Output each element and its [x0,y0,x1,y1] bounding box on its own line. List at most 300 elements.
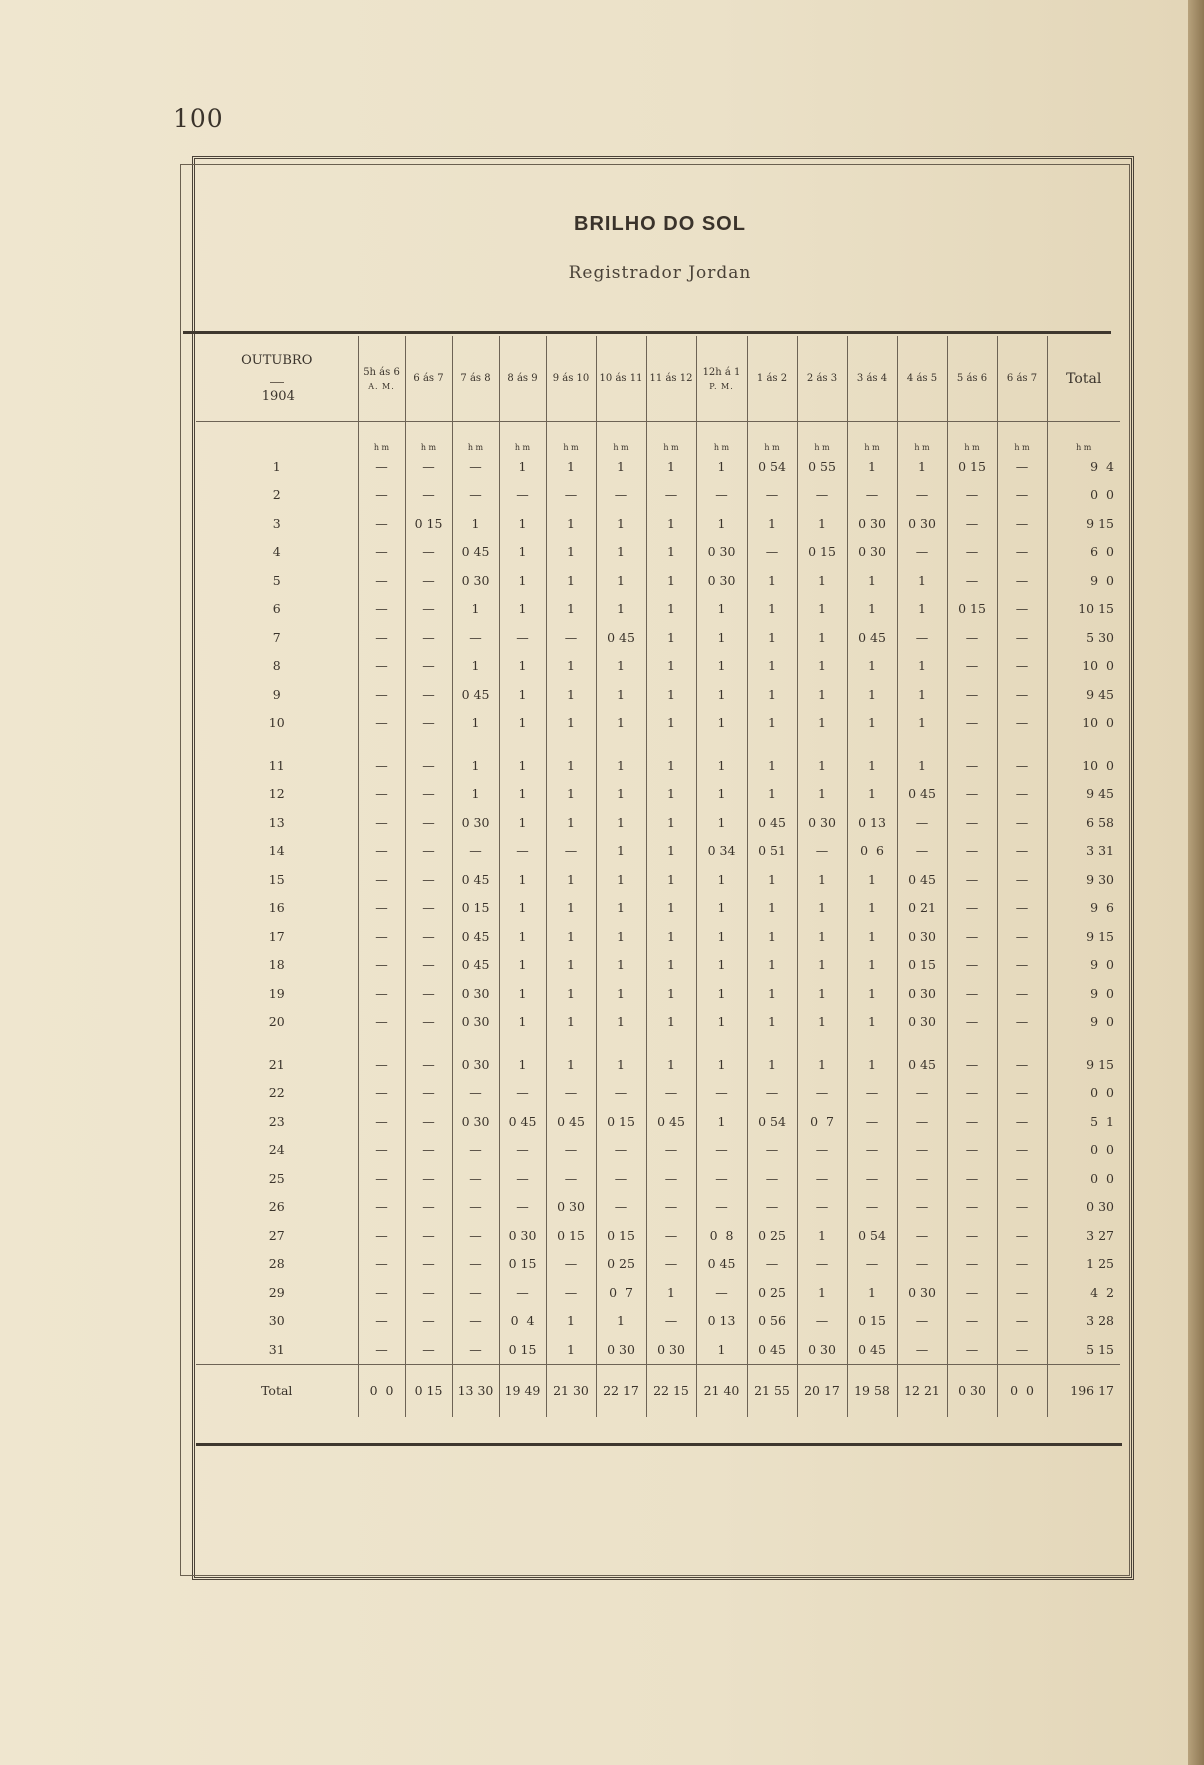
hour-value-cell: — [405,1050,452,1079]
hour-value-cell: — [499,837,546,866]
page-title: BRILHO DO SOL [574,213,746,235]
hour-value-cell: — [696,1079,747,1108]
hour-value-cell: — [358,1079,405,1108]
hour-value-cell: 1 [696,452,747,481]
hour-value-cell: 1 [499,751,546,780]
day-cell: 12 [268,786,285,802]
day-total-cell: 9 15 [1047,922,1120,951]
hour-value-cell: 1 [696,1107,747,1136]
hour-value-cell: — [499,623,546,652]
hour-value-cell: 0 45 [696,1250,747,1279]
day-total-cell: 5 1 [1047,1107,1120,1136]
hour-value-cell: — [452,1278,499,1307]
hour-value-cell: 1 [546,566,596,595]
hour-value-cell: 0 8 [696,1221,747,1250]
hour-value-cell: — [358,652,405,681]
hour-value-cell: — [358,808,405,837]
hour-value-cell: 1 [546,680,596,709]
hour-value-cell: 0 54 [847,1221,897,1250]
hour-value-cell: 0 45 [847,1335,897,1364]
hour-value-cell: 1 [747,780,797,809]
day-cell: 13 [268,814,285,830]
hour-value-cell: 0 30 [452,1008,499,1051]
hour-value-cell: — [596,1136,646,1165]
day-total-cell: 0 0 [1047,1079,1120,1108]
month-label: OUTUBRO [241,353,313,368]
hour-value-cell: — [947,1008,997,1051]
hour-value-cell: 1 [596,538,646,567]
hour-value-cell: — [847,1136,897,1165]
hour-value-cell: — [358,865,405,894]
hour-value-cell: 1 [797,566,847,595]
hour-value-cell: 1 [797,1008,847,1051]
hour-value-cell: 1 [797,1278,847,1307]
hour-value-cell: 1 [847,1008,897,1051]
hour-value-cell: 0 30 [546,1193,596,1222]
hour-value-cell: 1 [546,538,596,567]
hour-value-cell: 1 [546,1335,596,1364]
grand-total-cell: 196 17 [1047,1364,1120,1417]
hour-value-cell: — [997,680,1047,709]
hour-value-cell: — [997,709,1047,752]
hour-value-cell: — [358,922,405,951]
hour-value-cell: — [847,1250,897,1279]
hour-value-cell: 1 [546,1008,596,1051]
hour-value-cell: 0 45 [546,1107,596,1136]
hour-value-cell: — [358,1164,405,1193]
hour-column-label: 4 ás 5 [906,373,938,384]
hour-value-cell: — [405,623,452,652]
hour-value-cell: — [452,1136,499,1165]
hour-value-cell: — [405,652,452,681]
day-cell: 19 [268,985,285,1001]
column-total-cell: 13 30 [452,1364,499,1417]
hour-value-cell: — [596,481,646,510]
hour-value-cell: — [405,894,452,923]
hour-value-cell: 1 [596,837,646,866]
units-cell: h m [1047,422,1120,453]
hour-value-cell: — [405,1079,452,1108]
hour-value-cell: 0 30 [452,1050,499,1079]
hour-value-cell: 1 [452,595,499,624]
day-total-cell: 9 6 [1047,894,1120,923]
hour-value-cell: — [897,1193,947,1222]
day-cell: 2 [272,487,281,503]
hour-value-cell: 1 [847,452,897,481]
hour-value-cell: — [997,595,1047,624]
hour-value-cell: 1 [499,538,546,567]
hour-value-cell: — [947,1335,997,1364]
hour-value-cell: — [947,922,997,951]
hour-value-cell: — [797,481,847,510]
hour-value-cell: 1 [696,865,747,894]
column-total-cell: 0 0 [997,1364,1047,1417]
hour-value-cell: 0 30 [897,509,947,538]
hour-value-cell: 0 30 [696,566,747,595]
hour-value-cell: 0 15 [596,1221,646,1250]
table-row [196,865,1120,894]
hour-value-cell: 1 [646,751,696,780]
hour-value-cell: — [405,709,452,752]
hour-value-cell: — [452,1079,499,1108]
hour-value-cell: — [358,1221,405,1250]
hour-value-cell: — [546,1250,596,1279]
hour-value-cell: — [358,1136,405,1165]
table-row [196,1335,1120,1364]
hour-value-cell: — [358,680,405,709]
table-body [196,422,1120,1417]
hour-value-cell: 1 [747,595,797,624]
hour-value-cell: 1 [797,894,847,923]
hour-value-cell: 0 25 [747,1221,797,1250]
hour-value-cell: 1 [546,808,596,837]
day-total-cell: 9 0 [1047,951,1120,980]
hour-value-cell: 1 [546,509,596,538]
hour-value-cell: 0 45 [452,865,499,894]
hour-value-cell: 0 21 [897,894,947,923]
hour-value-cell: — [947,1136,997,1165]
hour-value-cell: — [947,538,997,567]
hour-value-cell: 1 [499,1008,546,1051]
hour-value-cell: 1 [646,709,696,752]
hour-value-cell: 1 [646,680,696,709]
hour-value-cell: — [358,894,405,923]
total-column-header: Total [1047,336,1120,422]
hour-value-cell: — [452,1250,499,1279]
hour-value-cell: — [452,1335,499,1364]
hour-value-cell: 1 [797,509,847,538]
hour-value-cell: 1 [646,566,696,595]
hour-value-cell: — [405,1193,452,1222]
table-row [196,709,1120,752]
hour-value-cell: 1 [797,680,847,709]
hour-value-cell: — [997,808,1047,837]
hour-value-cell: — [997,452,1047,481]
units-cell: h m [499,422,546,453]
hour-value-cell: 1 [747,922,797,951]
hour-value-cell: 1 [452,509,499,538]
hour-value-cell: — [847,1164,897,1193]
hour-value-cell: — [696,481,747,510]
hour-value-cell: 1 [596,1050,646,1079]
units-cell: h m [646,422,696,453]
hour-value-cell: — [997,566,1047,595]
hour-value-cell: 1 [847,922,897,951]
hour-value-cell: — [997,623,1047,652]
hour-value-cell: 0 15 [947,595,997,624]
hour-value-cell: — [997,1193,1047,1222]
hour-value-cell: — [405,452,452,481]
hour-value-cell: 1 [546,1050,596,1079]
units-cell: h m [358,422,405,453]
hour-value-cell: 1 [596,865,646,894]
hour-value-cell: — [997,1335,1047,1364]
hour-value-cell: 0 30 [696,538,747,567]
hour-value-cell: 1 [646,509,696,538]
day-total-cell: 10 0 [1047,709,1120,752]
hour-value-cell: 0 4 [499,1307,546,1336]
hour-value-cell: — [546,1278,596,1307]
hour-value-cell: 1 [797,652,847,681]
hour-value-cell: 0 30 [797,808,847,837]
hour-value-cell: — [947,865,997,894]
hour-value-cell: — [358,951,405,980]
hour-value-cell: — [747,1193,797,1222]
hour-value-cell: — [358,1307,405,1336]
hour-value-cell: — [997,538,1047,567]
hour-value-cell: — [997,951,1047,980]
hour-value-cell: 1 [646,837,696,866]
hour-column-label: 6 ás 7 [413,373,444,384]
day-cell: 11 [268,757,285,773]
day-total-cell: 9 4 [1047,452,1120,481]
hour-value-cell: 0 45 [452,951,499,980]
hour-column-header [696,336,747,422]
hour-value-cell: — [997,979,1047,1008]
year-label: 1904 [261,389,295,404]
hour-value-cell: — [405,979,452,1008]
hour-value-cell: 1 [452,652,499,681]
hour-value-cell: — [997,509,1047,538]
hour-value-cell: — [947,652,997,681]
hour-column-label: 5h ás 6 [363,366,400,378]
hour-value-cell: 1 [847,751,897,780]
table-row [196,1008,1120,1051]
hour-column-header [405,336,452,422]
day-cell: 5 [272,572,281,588]
day-cell: 20 [268,1014,285,1030]
day-cell: 31 [268,1341,285,1357]
column-total-cell: 21 40 [696,1364,747,1417]
hour-value-cell: — [696,1278,747,1307]
hour-value-cell: — [897,538,947,567]
hour-value-cell: 1 [596,509,646,538]
hour-value-cell: — [997,652,1047,681]
hour-value-cell: 0 15 [897,951,947,980]
hour-value-cell: 1 [499,979,546,1008]
hour-value-cell: 1 [646,865,696,894]
hour-value-cell: 1 [897,595,947,624]
hour-column-header [847,336,897,422]
hour-value-cell: — [897,1164,947,1193]
hour-value-cell: 1 [797,780,847,809]
hour-value-cell: 1 [499,951,546,980]
column-total-cell: 20 17 [797,1364,847,1417]
hour-value-cell: — [358,1107,405,1136]
hour-value-cell: 1 [646,595,696,624]
hour-value-cell: — [405,680,452,709]
day-total-cell: 6 0 [1047,538,1120,567]
hour-value-cell: 0 30 [797,1335,847,1364]
table-row [196,1079,1120,1108]
hour-value-cell: 1 [499,595,546,624]
table-row [196,652,1120,681]
page-number: 100 [173,104,224,133]
hour-value-cell: — [546,1164,596,1193]
hour-value-cell: — [358,538,405,567]
hour-value-cell: — [358,979,405,1008]
hour-value-cell: — [947,623,997,652]
hour-value-cell: 0 51 [747,837,797,866]
day-total-cell: 5 15 [1047,1335,1120,1364]
table-row [196,1221,1120,1250]
hour-value-cell: — [358,709,405,752]
hour-column-label: 3 ás 4 [856,373,888,384]
hour-value-cell: 1 [847,865,897,894]
day-cell: 9 [272,686,281,702]
hour-value-cell: — [997,1079,1047,1108]
hour-value-cell: 1 [596,979,646,1008]
hour-value-cell: 1 [696,509,747,538]
hour-value-cell: — [997,481,1047,510]
hour-value-cell: — [405,1136,452,1165]
hour-value-cell: 1 [747,751,797,780]
hour-value-cell: 1 [747,1008,797,1051]
hour-value-cell: 1 [797,951,847,980]
hour-value-cell: — [947,481,997,510]
hour-value-cell: 0 30 [897,979,947,1008]
day-total-cell: 10 0 [1047,652,1120,681]
hour-value-cell: — [747,1164,797,1193]
hour-value-cell: 0 7 [596,1278,646,1307]
hour-value-cell: 0 13 [696,1307,747,1336]
units-cell: h m [696,422,747,453]
hour-value-cell: — [947,1307,997,1336]
hour-value-cell: 1 [797,623,847,652]
hour-value-cell: 1 [696,922,747,951]
hour-value-cell: 1 [646,951,696,980]
hour-value-cell: 1 [596,1307,646,1336]
column-total-cell: 0 15 [405,1364,452,1417]
day-cell: 28 [268,1256,285,1272]
table-row [196,808,1120,837]
day-total-cell: 0 30 [1047,1193,1120,1222]
hour-value-cell: 1 [847,680,897,709]
hour-column-header [747,336,797,422]
hour-value-cell: 1 [696,808,747,837]
totals-row [196,1364,1120,1417]
hour-value-cell: 1 [847,894,897,923]
hour-value-cell: 0 6 [847,837,897,866]
day-cell: 18 [268,957,285,973]
hour-value-cell: — [358,751,405,780]
hour-value-cell: — [452,452,499,481]
hour-value-cell: 1 [747,865,797,894]
hour-value-cell: 0 15 [596,1107,646,1136]
hour-value-cell: — [405,538,452,567]
hour-value-cell: — [847,481,897,510]
hour-value-cell: 1 [897,751,947,780]
hour-value-cell: — [358,1335,405,1364]
hour-value-cell: — [897,837,947,866]
hour-value-cell: — [997,1221,1047,1250]
hour-value-cell: — [797,1307,847,1336]
hour-value-cell: — [405,1008,452,1051]
hour-column-label: 1 ás 2 [756,373,788,384]
day-cell: 1 [272,458,281,474]
day-total-cell: 5 30 [1047,623,1120,652]
hour-value-cell: 1 [747,1050,797,1079]
hour-value-cell: — [499,1193,546,1222]
day-total-cell: 9 45 [1047,680,1120,709]
hour-value-cell: — [452,837,499,866]
day-cell: 24 [268,1142,285,1158]
column-total-cell: 19 58 [847,1364,897,1417]
hour-value-cell: — [405,1221,452,1250]
units-cell: h m [897,422,947,453]
hour-value-cell: 1 [646,922,696,951]
hour-value-cell: 0 30 [897,1278,947,1307]
hour-column-label: 7 ás 8 [460,373,491,384]
hour-value-cell: 1 [797,709,847,752]
totals-label: Total [196,1364,358,1417]
month-header [196,336,358,422]
hour-value-cell: 1 [546,452,596,481]
hour-value-cell: — [452,1193,499,1222]
hour-value-cell: 0 45 [452,680,499,709]
hour-value-cell: 0 30 [596,1335,646,1364]
hour-value-cell: — [646,1193,696,1222]
hour-value-cell: 1 [499,922,546,951]
hour-value-cell: 1 [747,979,797,1008]
hour-value-cell: 1 [797,595,847,624]
day-cell: 17 [268,928,285,944]
hour-value-cell: 1 [646,1278,696,1307]
hour-column-label: 11 ás 12 [649,373,693,384]
hour-value-cell: 1 [797,1050,847,1079]
hour-value-cell: 0 54 [747,452,797,481]
hour-value-cell: — [499,1136,546,1165]
hour-value-cell: 1 [596,652,646,681]
hour-value-cell: — [499,1164,546,1193]
hour-value-cell: — [997,1250,1047,1279]
hour-value-cell: — [696,1193,747,1222]
units-cell: h m [452,422,499,453]
hour-value-cell: — [997,1164,1047,1193]
hour-column-label: 6 ás 7 [1006,373,1038,384]
hour-value-cell: 1 [747,894,797,923]
units-cell: h m [797,422,847,453]
day-total-cell: 3 31 [1047,837,1120,866]
hour-value-cell: 1 [596,751,646,780]
table-row [196,452,1120,481]
hour-value-cell: 1 [847,1278,897,1307]
hour-value-cell: 1 [452,709,499,752]
hour-value-cell: — [358,509,405,538]
hour-value-cell: 1 [646,808,696,837]
hour-value-cell: 0 45 [897,865,947,894]
hour-value-cell: 0 30 [452,1107,499,1136]
day-total-cell: 0 0 [1047,1136,1120,1165]
hour-value-cell: — [358,481,405,510]
year-label-wrap [261,382,295,404]
hour-value-cell: — [358,452,405,481]
table-row [196,951,1120,980]
hour-value-cell: 1 [696,680,747,709]
hour-value-cell: — [452,1164,499,1193]
hour-value-cell: — [546,1079,596,1108]
hour-value-cell: 1 [452,751,499,780]
hour-value-cell: — [897,1335,947,1364]
table-row [196,1107,1120,1136]
hour-value-cell: 1 [499,780,546,809]
hour-value-cell: 1 [546,1307,596,1336]
hour-value-cell: 0 54 [747,1107,797,1136]
hour-column-header [646,336,696,422]
hour-value-cell: — [596,1164,646,1193]
hour-column-header [997,336,1047,422]
hour-column-header [546,336,596,422]
